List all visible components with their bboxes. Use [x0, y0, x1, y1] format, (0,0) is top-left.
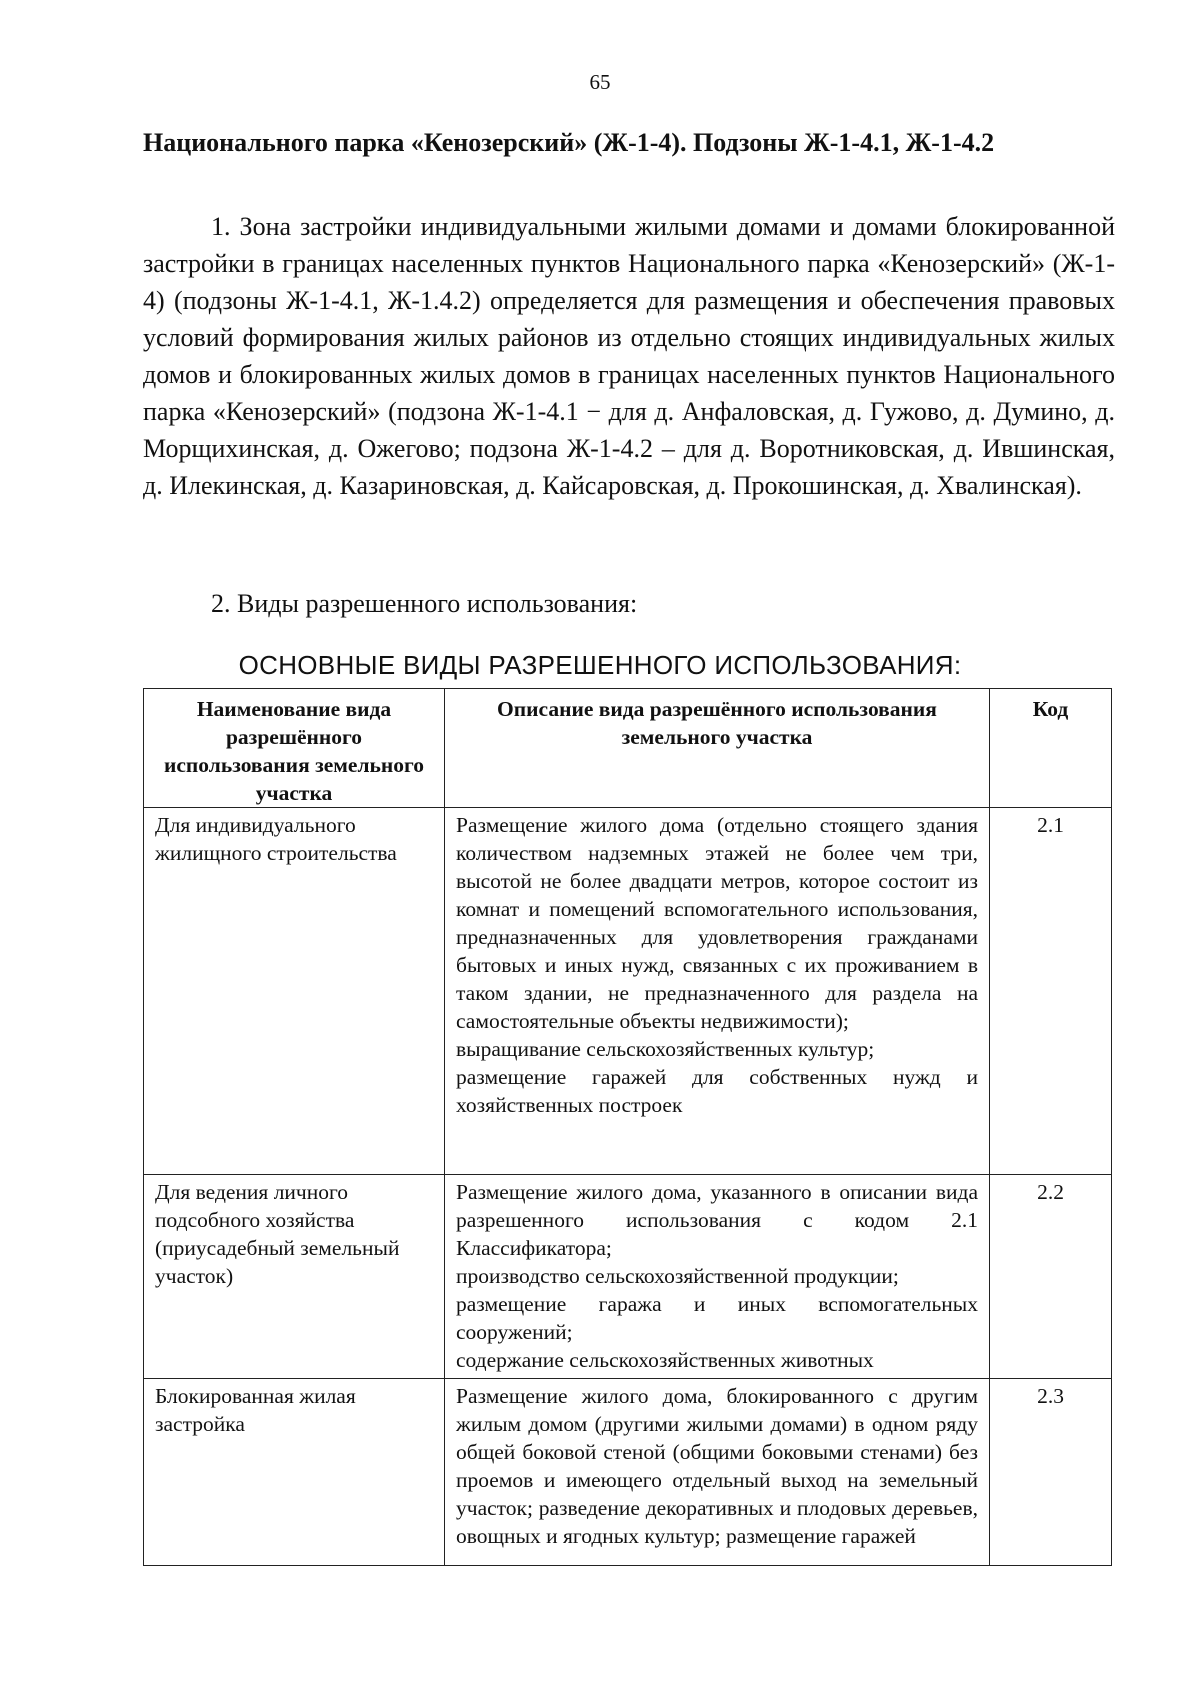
description-line: размещение гаражей для собственных нужд и хозяйственных построек [456, 1065, 978, 1117]
header-code: Код [990, 689, 1112, 808]
cell-use-description [445, 1175, 990, 1379]
permitted-uses-table [143, 688, 1112, 1566]
cell-code: 2.3 [990, 1379, 1112, 1566]
cell-code: 2.1 [990, 808, 1112, 1175]
page-number: 65 [589, 70, 611, 94]
description-line: Размещение жилого дома, указанного в описании вида разрешенного использования с кодом 2.1 Классификатора; [456, 1180, 978, 1260]
cell-use-name: Для индивидуального жилищного строительства [144, 808, 445, 1175]
header-use-description: Описание вида разрешённого использования земельного участка [445, 689, 990, 808]
description-line: размещение гаража и иных вспомогательных сооружений; [456, 1292, 978, 1344]
description-line: содержание сельскохозяйственных животных [456, 1348, 874, 1372]
paragraph-permitted-uses: 2. Виды разрешенного использования: [211, 589, 638, 618]
table-title: ОСНОВНЫЕ ВИДЫ РАЗРЕШЕННОГО ИСПОЛЬЗОВАНИЯ: [238, 650, 962, 680]
cell-use-description [445, 808, 990, 1175]
cell-use-description [445, 1379, 990, 1566]
cell-use-name: Блокированная жилая застройка [144, 1379, 445, 1566]
paragraph-zone-description: 1. Зона застройки индивидуальными жилыми домами и домами блокированной застройки в границах населенных пунктов Национального парка «Кенозерский» (Ж-1-4) (подзоны Ж-1-4.1, Ж-1.4.2) определяется для размещения и обеспечения правовых условий формирования жилых районов из отдельно стоящих индивидуальных жилых домов и блокированных жилых домов в границах населенных пунктов Национального парка «Кенозерский» (подзона Ж-1-4.1 − для д. Анфаловская, д. Гужово, д. Думино, д. Морщихинская, д. Ожегово; подзона Ж-1-4.2 – для д. Воротниковская, д. Ившинская, д. Илекинская, д. Казариновская, д. Кайсаровская, д. Прокошинская, д. Хвалинская). [143, 212, 1115, 500]
table-header-row [144, 689, 1112, 808]
description-line: Размещение жилого дома, блокированного с другим жилым домом (другими жилыми домами) в одном ряду общей боковой стеной (общими боковыми стенами) без проемов и имеющего отдельный выход на земельный участок; разведение декоративных и плодовых деревьев, овощных и ягодных культур; размещение гаражей [456, 1384, 978, 1548]
header-use-name: Наименование вида разрешённого использования земельного участка [144, 689, 445, 808]
cell-use-name: Для ведения личного подсобного хозяйства (приусадебный земельный участок) [144, 1175, 445, 1379]
description-line: выращивание сельскохозяйственных культур; [456, 1037, 875, 1061]
cell-code: 2.2 [990, 1175, 1112, 1379]
table-row [144, 808, 1112, 1175]
table-row [144, 1175, 1112, 1379]
description-line: Размещение жилого дома (отдельно стоящего здания количеством надземных этажей не более чем три, высотой не более двадцати метров, которое состоит из комнат и помещений вспомогательного использования, предназначенных для удовлетворения гражданами бытовых и иных нужд, связанных с их проживанием в таком здании, не предназначенного для раздела на самостоятельные объекты недвижимости); [456, 813, 978, 1033]
description-line: производство сельскохозяйственной продукции; [456, 1264, 899, 1288]
table-row [144, 1379, 1112, 1566]
section-heading: Национального парка «Кенозерский» (Ж-1-4). Подзоны Ж-1-4.1, Ж-1-4.2 [143, 128, 995, 157]
